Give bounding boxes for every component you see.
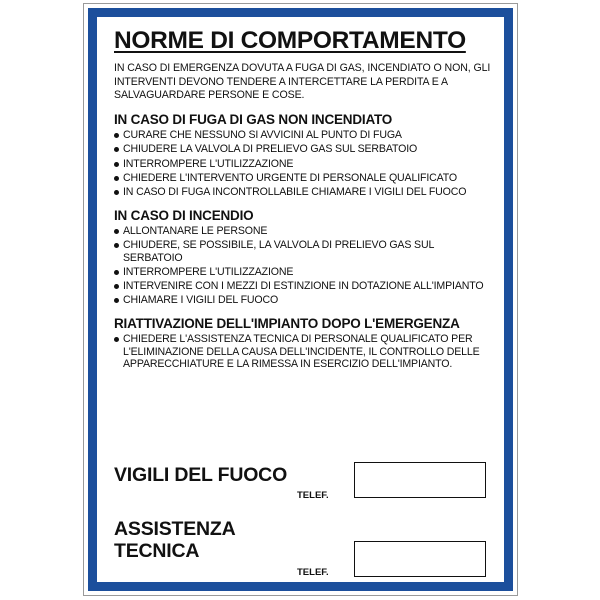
section-reactivation	[114, 317, 492, 371]
instruction-list	[114, 225, 492, 307]
section-gas-leak	[114, 113, 492, 199]
list-item: CHIUDERE LA VALVOLA DI PRELIEVO GAS SUL SERBATOIO	[114, 143, 492, 156]
list-item: INTERROMPERE L'UTILIZZAZIONE	[114, 266, 492, 279]
list-item: IN CASO DI FUGA INCONTROLLABILE CHIAMARE I VIGILI DEL FUOCO	[114, 186, 492, 199]
list-item: CHIAMARE I VIGILI DEL FUOCO	[114, 294, 492, 307]
telef-label: TELEF.	[297, 567, 329, 578]
bullet-icon	[114, 337, 119, 342]
intro-paragraph: IN CASO DI EMERGENZA DOVUTA A FUGA DI GAS, INCENDIATO O NON, GLI INTERVENTI DEVONO TENDERE A INTERCETTARE LA PERDITA E A SALVAGUARDARE PERSONE E COSE.	[114, 62, 491, 102]
tech-assistance-label-line1: ASSISTENZA	[114, 518, 236, 540]
bullet-icon	[114, 243, 119, 248]
fire-phone-box[interactable]	[354, 462, 486, 498]
telef-label: TELEF.	[297, 490, 329, 501]
list-item: INTERVENIRE CON I MEZZI DI ESTINZIONE IN DOTAZIONE ALL'IMPIANTO	[114, 280, 492, 293]
list-item: CHIEDERE L'INTERVENTO URGENTE DI PERSONALE QUALIFICATO	[114, 172, 492, 185]
instruction-list	[114, 129, 492, 198]
list-item: ALLONTANARE LE PERSONE	[114, 225, 492, 238]
bullet-icon	[114, 298, 119, 303]
section-title: IN CASO DI INCENDIO	[114, 207, 254, 223]
section-title: RIATTIVAZIONE DELL'IMPIANTO DOPO L'EMERGENZA	[114, 315, 460, 331]
sign-content	[114, 28, 492, 381]
bullet-icon	[114, 176, 119, 181]
list-item: INTERROMPERE L'UTILIZZAZIONE	[114, 158, 492, 171]
bullet-icon	[114, 133, 119, 138]
sign-blue-frame	[88, 8, 513, 591]
sign-title: NORME DI COMPORTAMENTO	[114, 27, 466, 54]
instruction-list	[114, 333, 492, 371]
section-fire	[114, 209, 492, 307]
list-item: CHIEDERE L'ASSISTENZA TECNICA DI PERSONALE QUALIFICATO PER L'ELIMINAZIONE DELLA CAUSA DELL'INCIDENTE, IL CONTROLLO DELLE APPARECCHIATURE E LA RIMESSA IN ESERCIZIO DELL'IMPIANTO.	[114, 333, 492, 371]
list-item: CHIUDERE, SE POSSIBILE, LA VALVOLA DI PRELIEVO GAS SUL SERBATOIO	[114, 239, 492, 264]
bullet-icon	[114, 162, 119, 167]
bullet-icon	[114, 284, 119, 289]
tech-phone-box[interactable]	[354, 541, 486, 577]
bullet-icon	[114, 229, 119, 234]
safety-sign	[83, 3, 518, 596]
contacts-area	[114, 465, 492, 585]
bullet-icon	[114, 270, 119, 275]
list-item: CURARE CHE NESSUNO SI AVVICINI AL PUNTO DI FUGA	[114, 129, 492, 142]
bullet-icon	[114, 190, 119, 195]
bullet-icon	[114, 147, 119, 152]
tech-assistance-label-line2: TECNICA	[114, 540, 200, 562]
section-title: IN CASO DI FUGA DI GAS NON INCENDIATO	[114, 111, 393, 127]
fire-brigade-label: VIGILI DEL FUOCO	[114, 464, 288, 486]
